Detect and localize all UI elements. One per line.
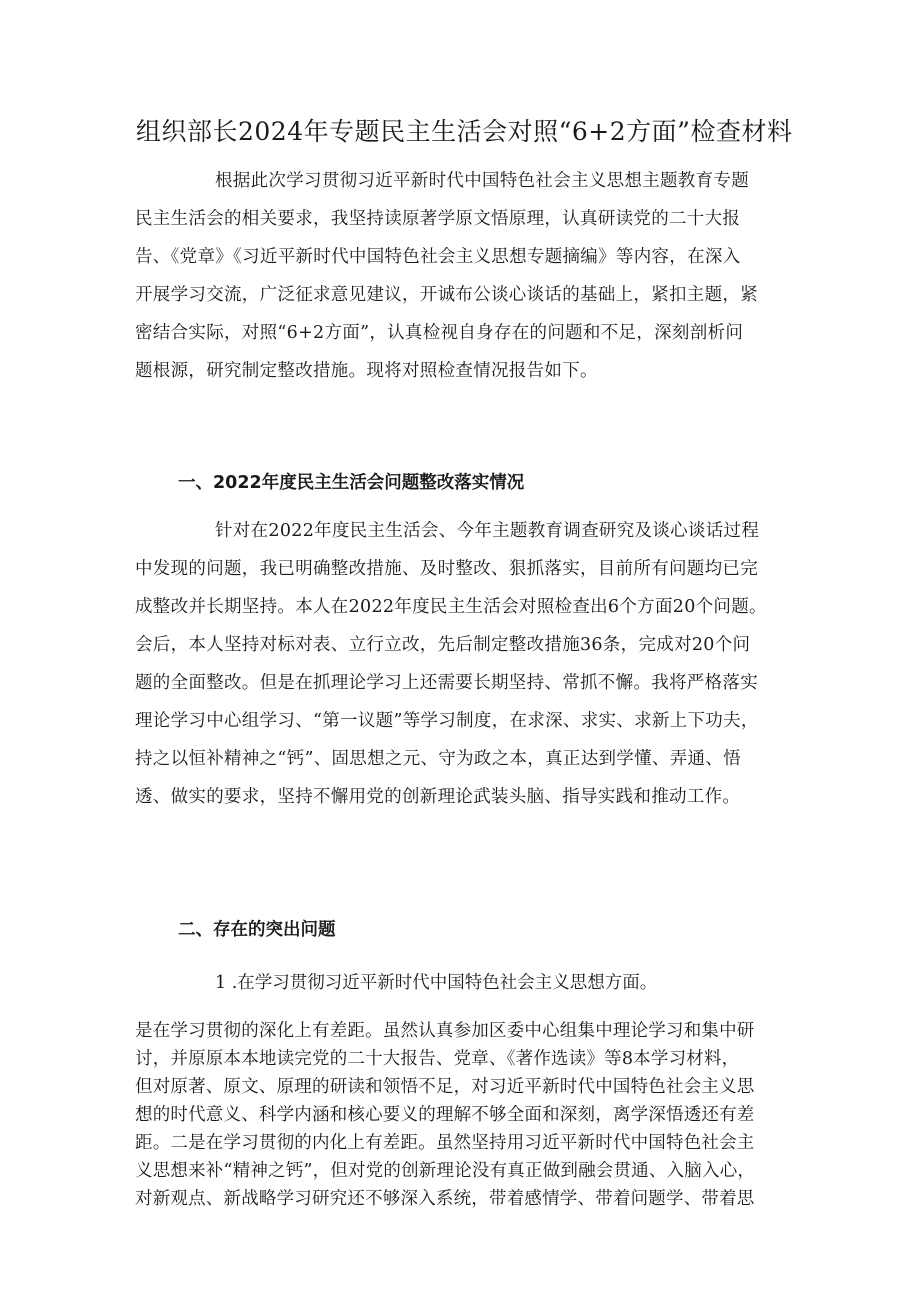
- section-2-item-1: 1 .在学习贯彻习近平新时代中国特色社会主义思想方面。: [215, 973, 658, 993]
- section-2-line: 讨，并原原本本地读完党的二十大报告、党章、《著作选读》等8本学习材料，: [135, 1049, 740, 1069]
- section-1-line: 针对在2022年度民主生活会、今年主题教育调查研究及谈心谈话过程: [215, 521, 760, 541]
- intro-line: 民主生活会的相关要求，我坚持读原著学原文悟原理，认真研读党的二十大报: [135, 209, 741, 229]
- section-2-heading: 二、存在的突出问题: [178, 920, 336, 940]
- section-2-line: 想的时代意义、科学内涵和核心要义的理解不够全面和深刻，离学深悟透还有差: [135, 1105, 755, 1125]
- section-2-line: 距。二是在学习贯彻的内化上有差距。虽然坚持用习近平新时代中国特色社会主: [135, 1133, 755, 1153]
- section-1-line: 中发现的问题，我已明确整改措施、及时整改、狠抓落实，目前所有问题均已完: [135, 559, 758, 579]
- section-1-paragraph: [135, 512, 787, 816]
- section-1-line: 题的全面整改。但是在抓理论学习上还需要长期坚持、常抓不懈。我将严格落实: [135, 673, 758, 693]
- section-1-line: 持之以恒补精神之“钙”、固思想之元、守为政之本，真正达到学懂、弄通、悟: [135, 749, 741, 769]
- section-1-line: 成整改并长期坚持。本人在2022年度民主生活会对照检查出6个方面20个问题。: [135, 597, 767, 617]
- section-2-line: 是在学习贯彻的深化上有差距。虽然认真参加区委中心组集中理论学习和集中研: [135, 1021, 755, 1041]
- section-1-line: 透、做实的要求，坚持不懈用党的创新理论武装头脑、指导实践和推动工作。: [135, 787, 741, 807]
- section-1-line: 理论学习中心组学习、“第一议题”等学习制度，在求深、求实、求新上下功夫，: [135, 711, 759, 731]
- intro-line: 密结合实际，对照“6+2方面”，认真检视自身存在的问题和不足，深刻剖析问: [135, 323, 744, 343]
- section-2-line: 但对原著、原文、原理的研读和领悟不足，对习近平新时代中国特色社会主义思: [135, 1077, 755, 1097]
- section-2-line: 义思想来补“精神之钙”，但对党的创新理论没有真正做到融会贯通、入脑入心，: [135, 1161, 756, 1181]
- intro-line: 开展学习交流，广泛征求意见建议，开诚布公谈心谈话的基础上，紧扣主题，紧: [135, 285, 758, 305]
- document-title: 组织部长2024年专题民主生活会对照“6+2方面”检查材料: [136, 117, 793, 146]
- intro-line: 告、《党章》《习近平新时代中国特色社会主义思想专题摘编》等内容，在深入: [135, 247, 741, 267]
- section-2-paragraph: [135, 1017, 795, 1213]
- intro-line: 题根源，研究制定整改措施。现将对照检查情况报告如下。: [135, 361, 598, 381]
- section-2-line: 对新观点、新战略学习研究还不够深入系统，带着感情学、带着问题学、带着思: [135, 1189, 755, 1209]
- section-1-line: 会后，本人坚持对标对表、立行立改，先后制定整改措施36条，完成对20个问: [135, 635, 751, 655]
- section-1-heading: 一、2022年度民主生活会问题整改落实情况: [178, 473, 525, 493]
- intro-paragraph: [135, 162, 787, 390]
- intro-line: 根据此次学习贯彻习近平新时代中国特色社会主义思想主题教育专题: [215, 171, 749, 191]
